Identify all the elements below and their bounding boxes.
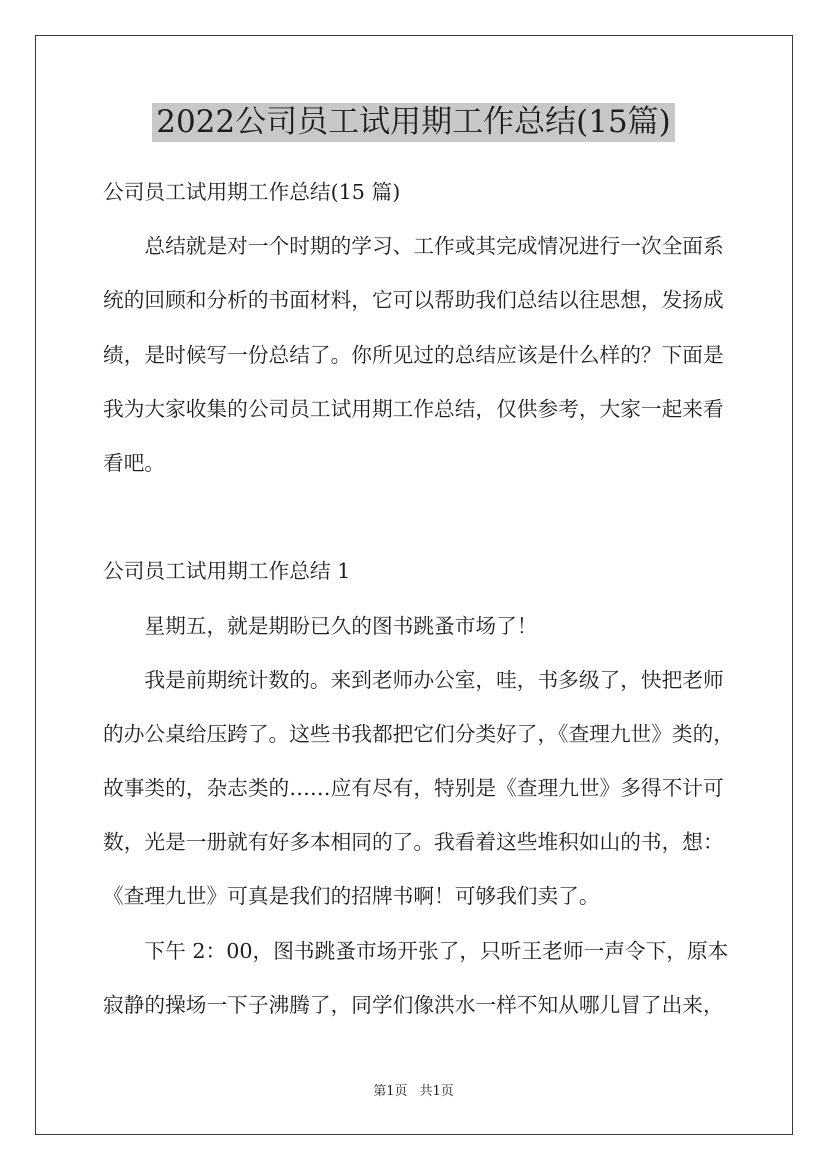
- body-line: 我是前期统计数的。来到老师办公室，哇，书多级了，快把老师: [144, 667, 724, 692]
- intro-paragraph: [103, 219, 763, 490]
- body-line: 我为大家收集的公司员工试用期工作总结，仅供参考，大家一起来看: [103, 396, 724, 421]
- body-line: 《查理九世》可真是我们的招牌书啊！可够我们卖了。: [103, 884, 600, 909]
- section-heading: 公司员工试用期工作总结 1: [103, 559, 351, 584]
- document-body: [103, 165, 763, 1032]
- body-line: 寂静的操场一下子沸腾了，同学们像洪水一样不知从哪儿冒了出来，: [103, 992, 724, 1017]
- body-line: 故事类的，杂志类的……应有尽有，特别是《查理九世》多得不计可: [103, 776, 724, 801]
- document-title: 2022公司员工试用期工作总结(15篇): [152, 103, 675, 142]
- body-line: 数，光是一册就有好多本相同的了。我看着这些堆积如山的书，想：: [103, 830, 724, 855]
- page-number-total: 共1页: [419, 1084, 454, 1099]
- body-line: 看吧。: [103, 450, 166, 475]
- body-line: 绩，是时候写一份总结了。你所见过的总结应该是什么样的？下面是: [103, 342, 724, 367]
- section-paragraph: [103, 653, 763, 924]
- section-paragraph: [103, 599, 763, 653]
- title-container: [0, 103, 827, 142]
- document-subtitle: 公司员工试用期工作总结(15 篇): [103, 180, 401, 204]
- body-line: 星期五，就是期盼已久的图书跳蚤市场了！: [144, 613, 538, 638]
- section-paragraph: [103, 924, 763, 1032]
- page-number-current: 第1页: [373, 1084, 408, 1099]
- body-line: 总结就是对一个时期的学习、工作或其完成情况进行一次全面系: [144, 234, 724, 259]
- page-footer: [0, 1083, 827, 1101]
- blank-line: [103, 490, 763, 544]
- body-line: 下午 2：00，图书跳蚤市场开张了，只听王老师一声令下，原本: [144, 938, 729, 963]
- body-line: 的办公桌给压跨了。这些书我都把它们分类好了，《查理九世》类的，: [103, 721, 734, 746]
- body-line: 统的回顾和分析的书面材料，它可以帮助我们总结以往思想，发扬成: [103, 288, 724, 313]
